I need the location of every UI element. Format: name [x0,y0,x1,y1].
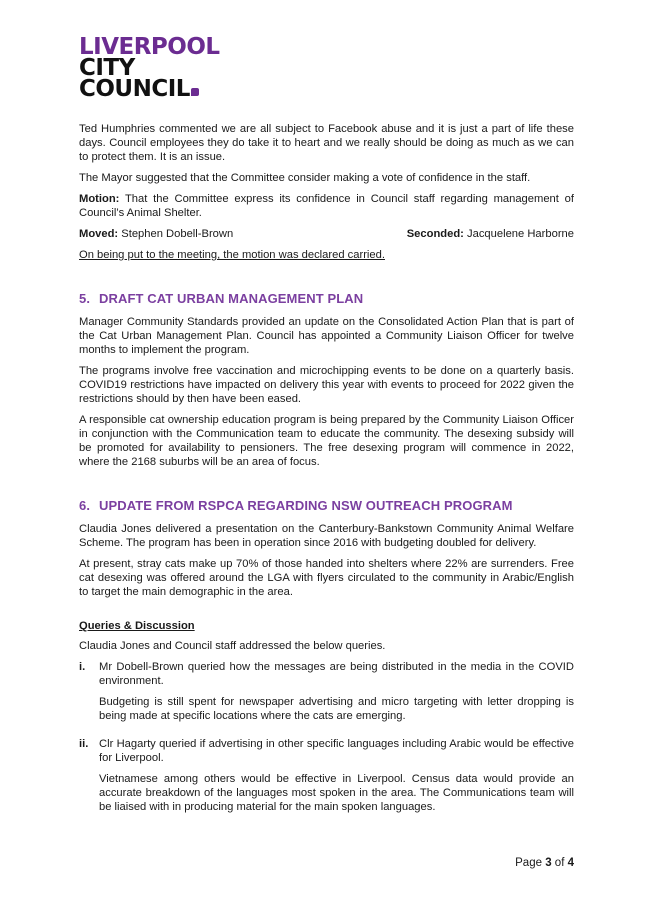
query-answer-2: Vietnamese among others would be effective in Liverpool. Census data would provide an accurate breakdown of the languages most spoken in the area. The Communications team will be liaised with in producing material for the main spoken languages. [99,773,574,813]
query-marker-2: ii. [79,738,89,750]
council-logo [79,34,220,102]
moved-by [79,227,233,241]
minutes-content [79,122,574,821]
footer-page-number: 3 [545,857,552,869]
mover-seconder-row [79,227,574,241]
queries-list [79,660,574,821]
queries-heading: Queries & Discussion [79,620,195,632]
query-item-2 [79,737,574,821]
moved-label: Moved: [79,228,119,240]
queries-intro: Claudia Jones and Council staff addressed the below queries. [79,640,386,652]
query-question-2: Clr Hagarty queried if advertising in other specific languages including Arabic would be effective for Liverpool. [99,738,574,764]
query-body-2 [99,737,574,821]
section-6-paragraph-2: At present, stray cats make up 70% of those handed into shelters where 22% are surrenders. Free cat desexing was offered around the LGA with flyers circulated to the community in Arabic/English to target the main demographic in the area. [79,558,574,598]
logo-dot-icon [191,88,199,96]
logo-line-liverpool: LIVERPOOL [79,34,220,60]
section-6-paragraph-1: Claudia Jones delivered a presentation on the Canterbury-Bankstown Community Animal Welfare Scheme. The program has been in operation since 2016 with budgeting doubled for delivery. [79,523,574,549]
motion-paragraph [79,192,574,220]
section-5-title: DRAFT CAT URBAN MANAGEMENT PLAN [99,291,364,306]
moved-name: Stephen Dobell-Brown [118,228,234,240]
query-answer-1: Budgeting is still spent for newspaper advertising and micro targeting with letter dropping is being made at specific locations where the cats are emerging. [99,696,574,722]
motion-text: That the Committee express its confidence in Council staff regarding management of Council’s Animal Shelter. [79,193,574,219]
section-6-title: UPDATE FROM RSPCA REGARDING NSW OUTREACH PROGRAM [99,498,513,513]
seconded-name: Jacquelene Harborne [463,228,574,240]
logo-line-council [79,76,220,102]
query-item-1 [79,660,574,737]
section-6-number: 6. [79,498,91,513]
footer-page-total: 4 [567,857,574,869]
intro-paragraph-1: Ted Humphries commented we are all subject to Facebook abuse and it is just a part of life these days. Council employees they do take it to heart and we really should be doing as much as we can to protect them. It is an issue. [79,123,574,163]
section-6-heading [79,499,574,513]
section-5-paragraph-1: Manager Community Standards provided an update on the Consolidated Action Plan that is part of the Cat Urban Management Plan. Council has appointed a Community Liaison Officer for twelve months to implement the program. [79,316,574,356]
query-marker-1: i. [79,661,86,673]
seconded-by [407,227,574,241]
query-question-1: Mr Dobell-Brown queried how the messages are being distributed in the media in the COVID environment. [99,661,574,687]
intro-paragraph-2: The Mayor suggested that the Committee consider making a vote of confidence in the staff. [79,172,531,184]
section-5-paragraph-3: A responsible cat ownership education program is being prepared by the Community Liaison Officer in conjunction with the Communication team to educate the community. The desexing subsidy will be promoted for availability to pensioners. The free desexing program will commence in 2022, where the 2168 suburbs will be an area of focus. [79,414,574,468]
seconded-label: Seconded: [406,228,464,240]
footer-of-word: of [551,857,568,869]
page-footer [515,857,574,869]
motion-label: Motion: [79,193,120,205]
section-5-number: 5. [79,291,91,306]
section-5-heading [79,292,574,306]
section-5-paragraph-2: The programs involve free vaccination and microchipping events to be done on a quarterly basis. COVID19 restrictions have impacted on delivery this year with events to proceed for 2022 given the restrictions should by then have been eased. [79,365,574,405]
motion-carried-note: On being put to the meeting, the motion was declared carried. [79,249,385,261]
footer-page-word: Page [515,857,546,869]
query-body-1 [99,660,574,737]
logo-line-city: CITY [79,55,135,81]
logo-council-text: COUNCIL [79,76,190,102]
